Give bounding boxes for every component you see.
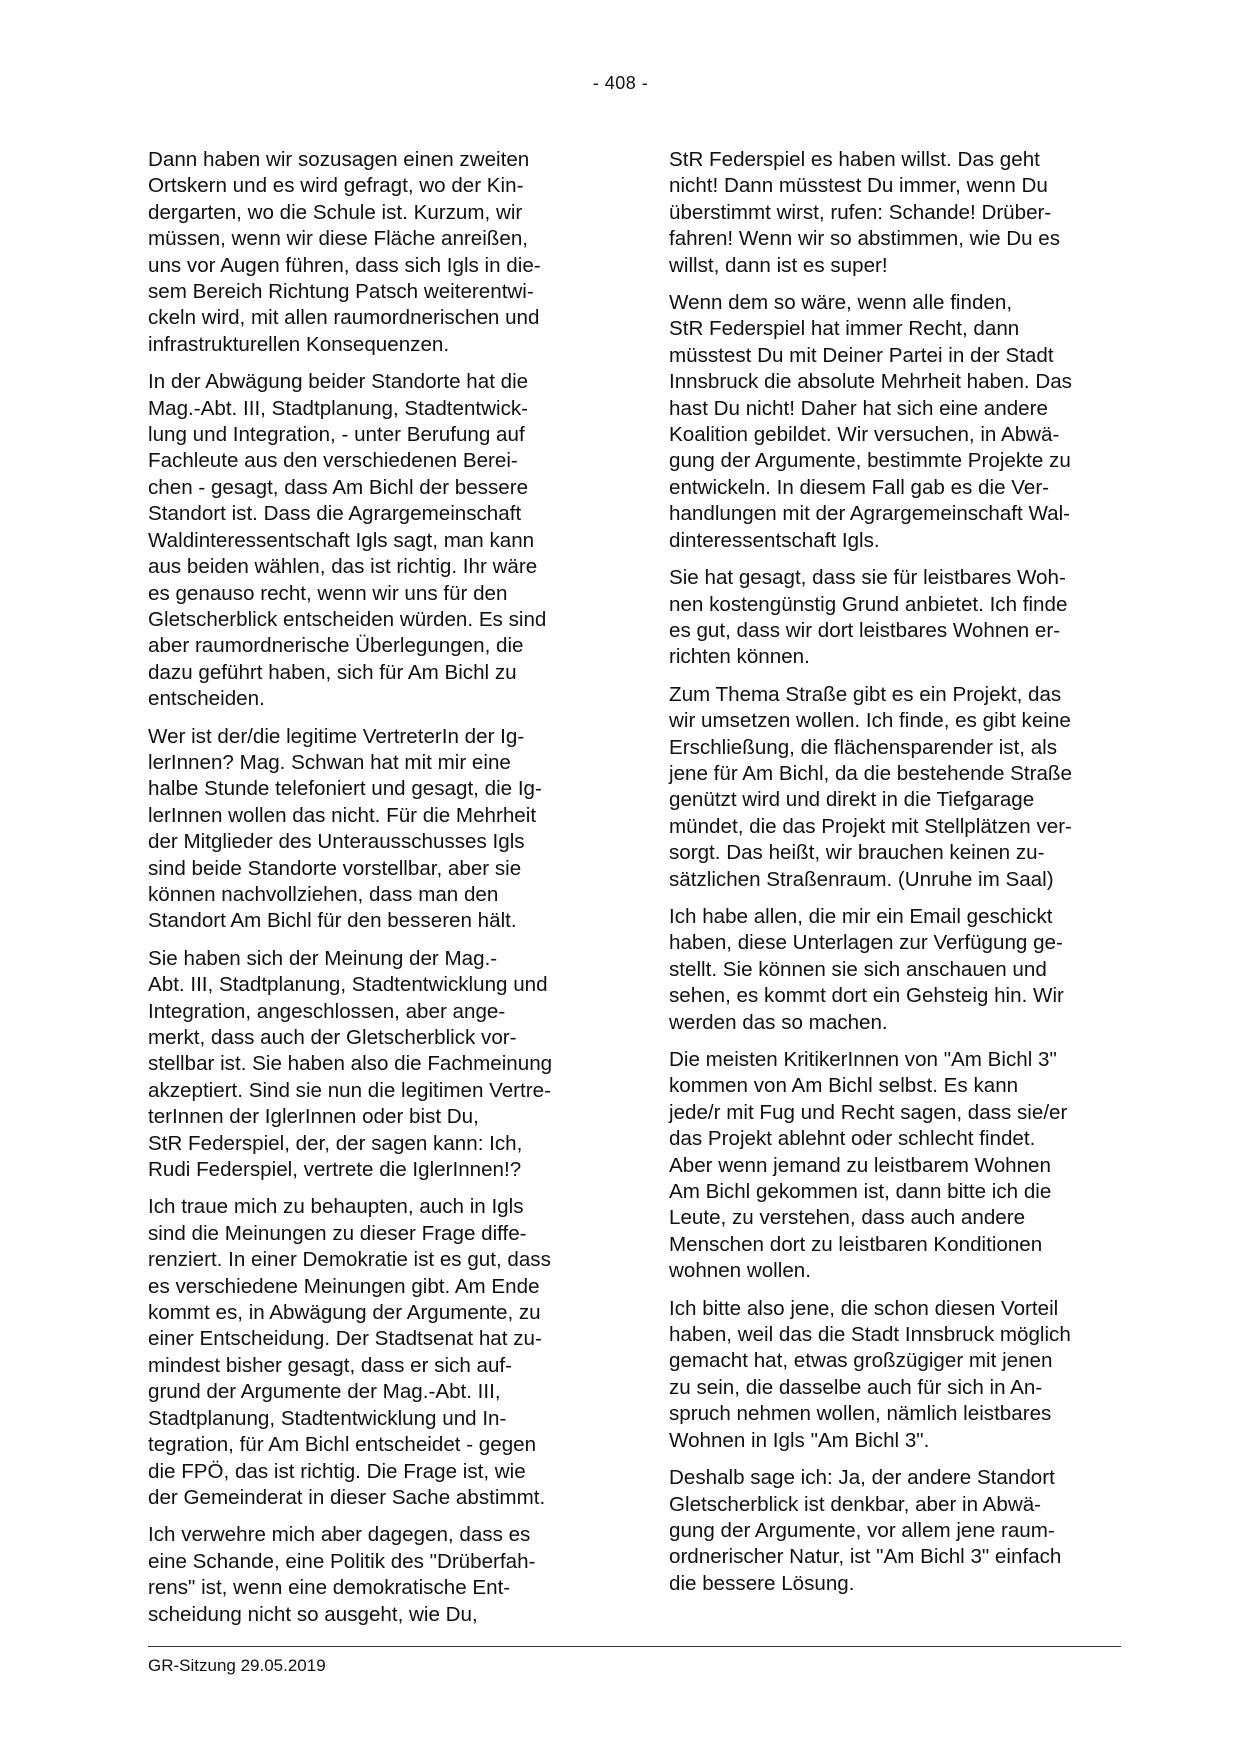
paragraph: Zum Thema Straße gibt es ein Projekt, das wir umsetzen wollen. Ich finde, es gibt keine Erschließung, die flächensparender ist, als jene für Am Bichl, da die bestehende Straße genützt wird und direkt in die Tiefgarage mündet, die das Projekt mit Stellplätzen ver- sorgt. Das heißt, wir brauchen keinen zu- sätzlichen Straßenraum. (Unruhe im Saal) bbox=[669, 682, 1072, 891]
paragraph: Ich habe allen, die mir ein Email geschickt haben, diese Unterlagen zur Verfügung ge- stellt. Sie können sie sich anschauen und sehen, es kommt dort ein Gehsteig hin. Wir werden das so machen. bbox=[669, 904, 1064, 1034]
right-column bbox=[669, 147, 1124, 1608]
paragraph: Deshalb sage ich: Ja, der andere Standort Gletscherblick ist denkbar, aber in Abwä- gung der Argumente, vor allem jene raum- ordnerischer Natur, ist "Am Bichl 3" einfach die bessere Lösung. bbox=[669, 1466, 1062, 1595]
paragraph: Sie haben sich der Meinung der Mag.- Abt. III, Stadtplanung, Stadtentwicklung und Integration, angeschlossen, aber ange- merkt, dass auch der Gletscherblick vor- stellbar ist. Sie haben also die Fachmeinung akzeptiert. Sind sie nun die legitimen Vertre- terInnen der IglerInnen oder bist Du, StR Federspiel, der, der sagen kann: Ich, Rudi Federspiel, vertrete die IglerInnen!? bbox=[148, 946, 553, 1182]
paragraph: Dann haben wir sozusagen einen zweiten Ortskern und es wird gefragt, wo der Kin- dergarten, wo die Schule ist. Kurzum, wir müssen, wenn wir diese Fläche anreißen, uns vor Augen führen, dass sich Igls in die- sem Bereich Richtung Patsch weiterentwi- ckeln wird, mit allen raumordnerischen und infrastrukturellen Konsequenzen. bbox=[148, 148, 541, 356]
paragraph: Ich verwehre mich aber dagegen, dass es eine Schande, eine Politik des "Drüberfah- rens" ist, wenn eine demokratische Ent- scheidung nicht so ausgeht, wie Du, bbox=[148, 1523, 536, 1626]
paragraph: Die meisten KritikerInnen von "Am Bichl 3" kommen von Am Bichl selbst. Es kann jede/r mit Fug und Recht sagen, dass sie/er das Projekt ablehnt oder schlecht findet. Aber wenn jemand zu leistbarem Wohnen Am Bichl gekommen ist, dann bitte ich die Leute, zu verstehen, dass auch andere Menschen dort zu leistbaren Konditionen wohnen wollen. bbox=[669, 1048, 1068, 1283]
paragraph: StR Federspiel es haben willst. Das geht nicht! Dann müsstest Du immer, wenn Du überstimmt wirst, rufen: Schande! Drüber- fahren! Wenn wir so abstimmen, wie Du es willst, dann ist es super! bbox=[669, 148, 1061, 277]
footer-divider bbox=[148, 1646, 1121, 1647]
paragraph: In der Abwägung beider Standorte hat die Mag.-Abt. III, Stadtplanung, Stadtentwick- lung und Integration, - unter Berufung auf Fachleute aus den verschiedenen Berei- chen - gesagt, dass Am Bichl der bessere Standort ist. Dass die Agrargemeinschaft Waldinteressentschaft Igls sagt, man kann aus beiden wählen, das ist richtig. Ihr wäre es genauso recht, wenn wir uns für den Gletscherblick entscheiden würden. Es sind aber raumordnerische Überlegungen, die dazu geführt haben, sich für Am Bichl zu entscheiden. bbox=[148, 370, 547, 711]
page-number: - 408 - bbox=[592, 73, 649, 93]
left-column bbox=[148, 147, 603, 1639]
paragraph: Ich bitte also jene, die schon diesen Vorteil haben, weil das die Stadt Innsbruck möglich gemacht hat, etwas großzügiger mit jenen zu sein, die dasselbe auch für sich in An- spruch nehmen wollen, nämlich leistbares Wohnen in Igls "Am Bichl 3". bbox=[669, 1296, 1071, 1452]
paragraph: Ich traue mich zu behaupten, auch in Igls sind die Meinungen zu dieser Frage diffe- renziert. In einer Demokratie ist es gut, dass es verschiedene Meinungen gibt. Am Ende kommt es, in Abwägung der Argumente, zu einer Entscheidung. Der Stadtsenat hat zu- mindest bisher gesagt, dass er sich auf- grund der Argumente der Mag.-Abt. III, Stadtplanung, Stadtentwicklung und In- tegration, für Am Bichl entscheidet - gegen die FPÖ, das ist richtig. Die Frage ist, wie der Gemeinderat in dieser Sache abstimmt. bbox=[148, 1195, 551, 1509]
paragraph: Wenn dem so wäre, wenn alle finden, StR Federspiel hat immer Recht, dann müsstest Du mit Deiner Partei in der Stadt Innsbruck die absolute Mehrheit haben. Das hast Du nicht! Daher hat sich eine andere Koalition gebildet. Wir versuchen, in Abwä- gung der Argumente, bestimmte Projekte zu entwickeln. In diesem Fall gab es die Ver- handlungen mit der Agrargemeinschaft Wal- dinteressentschaft Igls. bbox=[669, 291, 1072, 552]
paragraph: Wer ist der/die legitime VertreterIn der Ig- lerInnen? Mag. Schwan hat mit mir eine halbe Stunde telefoniert und gesagt, die Ig- lerInnen wollen das nicht. Für die Mehrheit der Mitglieder des Unterausschusses Igls sind beide Standorte vorstellbar, aber sie können nachvollziehen, dass man den Standort Am Bichl für den besseren hält. bbox=[148, 724, 542, 933]
paragraph: Sie hat gesagt, dass sie für leistbares Woh- nen kostengünstig Grund anbietet. Ich finde es gut, dass wir dort leistbares Wohnen er- richten können. bbox=[669, 566, 1068, 669]
footer-session-date: GR-Sitzung 29.05.2019 bbox=[148, 1656, 326, 1675]
